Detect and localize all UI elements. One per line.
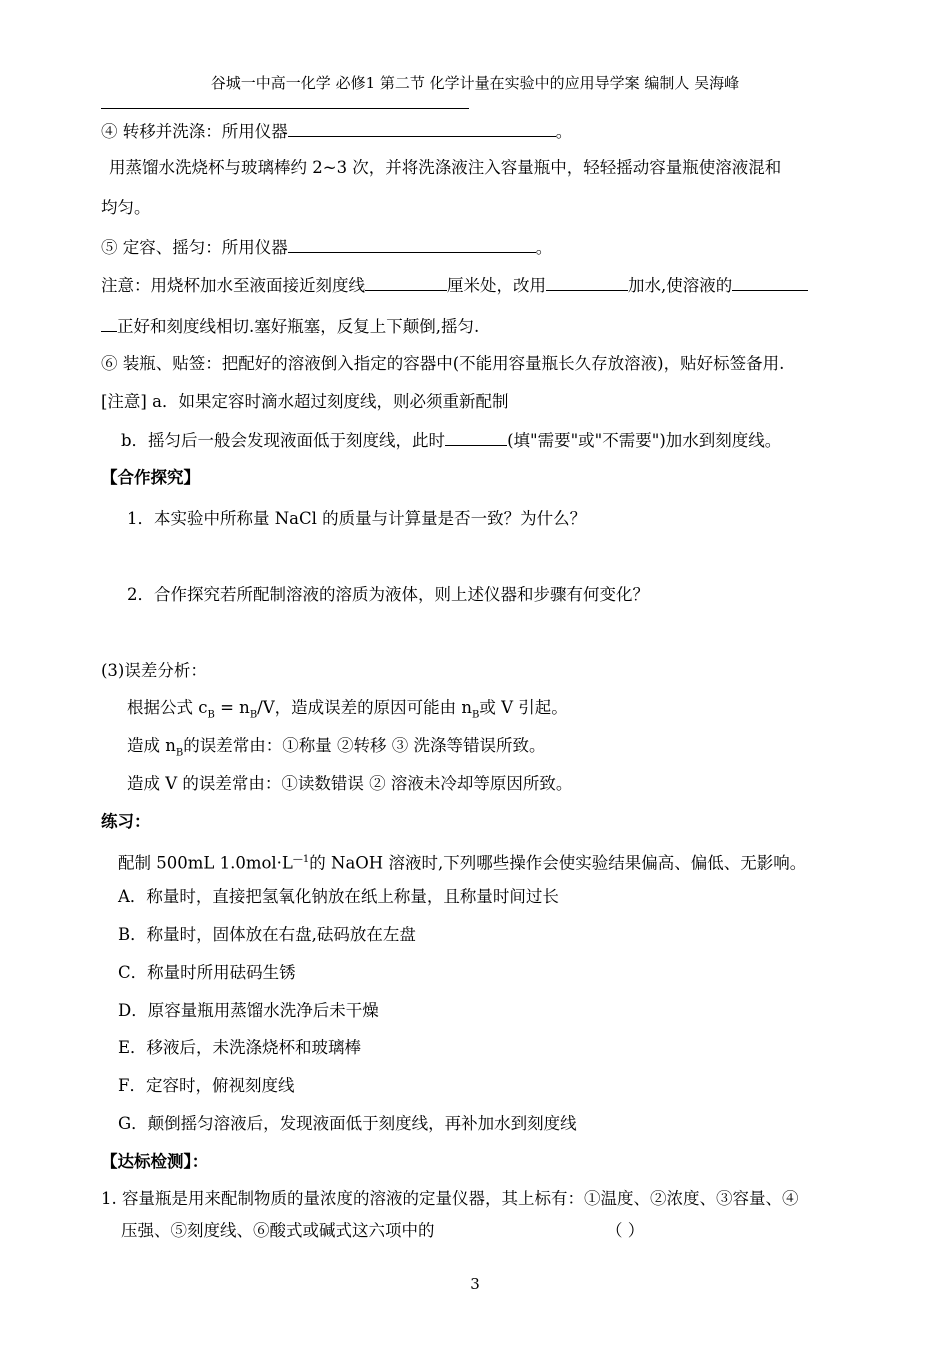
- step-5-blank: [288, 236, 536, 253]
- practice-option: D．原容量瓶用蒸馏水洗净后未干燥: [118, 1001, 379, 1020]
- note-blank-3-cont: [101, 315, 117, 332]
- attention-a: [注意] a．如果定容时滴水超过刻度线，则必须重新配制: [101, 392, 509, 411]
- attention-b-text: b．摇匀后一般会发现液面低于刻度线，此时: [121, 431, 446, 450]
- attention-b-blank: [445, 429, 507, 446]
- nb-prefix: 造成 n: [127, 736, 176, 755]
- note-line-1: [101, 274, 808, 297]
- note-blank-3: [732, 274, 808, 291]
- cooperate-q1: 1．本实验中所称量 NaCl 的质量与计算量是否一致？为什么？: [127, 509, 587, 528]
- error-v-line: 造成 V 的误差常由：①读数错误 ② 溶液未冷却等原因所致。: [127, 774, 573, 793]
- attention-b-suffix: (填"需要"或"不需要")加水到刻度线。: [507, 431, 782, 450]
- step-4-blank: [288, 120, 556, 137]
- note-text-b: 厘米处，改用: [447, 276, 546, 295]
- practice-intro-prefix: 配制 500mL 1.0mol·L: [118, 853, 293, 873]
- check-title: 【达标检测】：: [101, 1152, 209, 1171]
- note-line-2: [101, 315, 479, 338]
- note-blank-1: [365, 274, 447, 291]
- practice-option: A．称量时，直接把氢氧化钠放在纸上称量，且称量时间过长: [118, 887, 559, 906]
- check-q1-line2: 压强、⑤刻度线、⑥酸式或碱式这六项中的: [121, 1221, 435, 1240]
- step-4-line: [101, 120, 572, 143]
- step-6-line: ⑥ 装瓶、贴签：把配好的溶液倒入指定的容器中(不能用容量瓶长久存放溶液)，贴好标签备用.: [101, 354, 785, 373]
- nb-suffix: 的误差常由：①称量 ②转移 ③ 洗涤等错误所致。: [183, 736, 546, 755]
- formula-sub-n: B: [249, 709, 258, 721]
- page-header: 谷城一中高一化学 必修1 第二节 化学计量在实验中的应用导学案 编制人 吴海峰: [210, 74, 740, 92]
- step-4-suffix: 。: [555, 122, 573, 141]
- practice-option: E．移液后，未洗涤烧杯和玻璃棒: [118, 1038, 362, 1057]
- practice-option: G．颠倒摇匀溶液后，发现液面低于刻度线，再补加水到刻度线: [118, 1114, 577, 1133]
- step-4-desc-1: 用蒸馏水洗烧杯与玻璃棒约 2~3 次，并将洗涤液注入容量瓶中，轻轻摇动容量瓶使溶液混和: [109, 158, 782, 177]
- step-4-desc-2: 均匀。: [101, 198, 151, 217]
- note-text-c: 加水,使溶液的: [628, 276, 733, 295]
- formula-prefix: 根据公式 c: [127, 698, 208, 717]
- page-number: 3: [470, 1275, 480, 1293]
- formula-sub-c: B: [207, 709, 215, 721]
- step-5-label: ⑤ 定容、摇匀：所用仪器: [101, 238, 288, 257]
- practice-option: F．定容时，俯视刻度线: [118, 1076, 295, 1095]
- check-q1-answer-paren: （ ）: [606, 1221, 645, 1240]
- practice-title: 练习：: [101, 812, 151, 831]
- step-4-label: ④ 转移并洗涤：所用仪器: [101, 122, 288, 141]
- formula-sub-n2: B: [472, 709, 480, 721]
- note-text-a: 注意：用烧杯加水至液面接近刻度线: [101, 276, 365, 295]
- error-title: (3)误差分析：: [101, 661, 207, 680]
- attention-b: [121, 429, 781, 452]
- practice-intro-suffix: 的 NaOH 溶液时,下列哪些操作会使实验结果偏高、偏低、无影响。: [309, 853, 807, 873]
- practice-option: C．称量时所用砝码生锈: [118, 963, 296, 982]
- practice-option: B．称量时，固体放在右盘,砝码放在左盘: [118, 925, 416, 944]
- error-formula: [127, 697, 568, 726]
- practice-intro-sup: —1: [292, 854, 310, 865]
- formula-slash: /V，造成误差的原因可能由 n: [257, 698, 473, 717]
- formula-suffix: 或 V 引起。: [479, 698, 568, 717]
- cooperate-q2: 2．合作探究若所配制溶液的溶质为液体，则上述仪器和步骤有何变化？: [127, 585, 649, 604]
- cooperate-title: 【合作探究】: [101, 468, 200, 487]
- error-nb-line: [127, 735, 545, 764]
- nb-sub: B: [175, 747, 184, 759]
- practice-intro: [118, 849, 806, 875]
- header-rule: [101, 108, 469, 109]
- note-blank-2: [546, 274, 628, 291]
- note-text-d: 正好和刻度线相切.塞好瓶塞，反复上下颠倒,摇匀.: [117, 317, 480, 336]
- check-q1-line1: 1. 容量瓶是用来配制物质的量浓度的溶液的定量仪器，其上标有：①温度、②浓度、③容量、④: [101, 1189, 799, 1208]
- step-5-suffix: 。: [535, 238, 553, 257]
- formula-mid: = n: [214, 698, 250, 717]
- step-5-line: [101, 236, 552, 259]
